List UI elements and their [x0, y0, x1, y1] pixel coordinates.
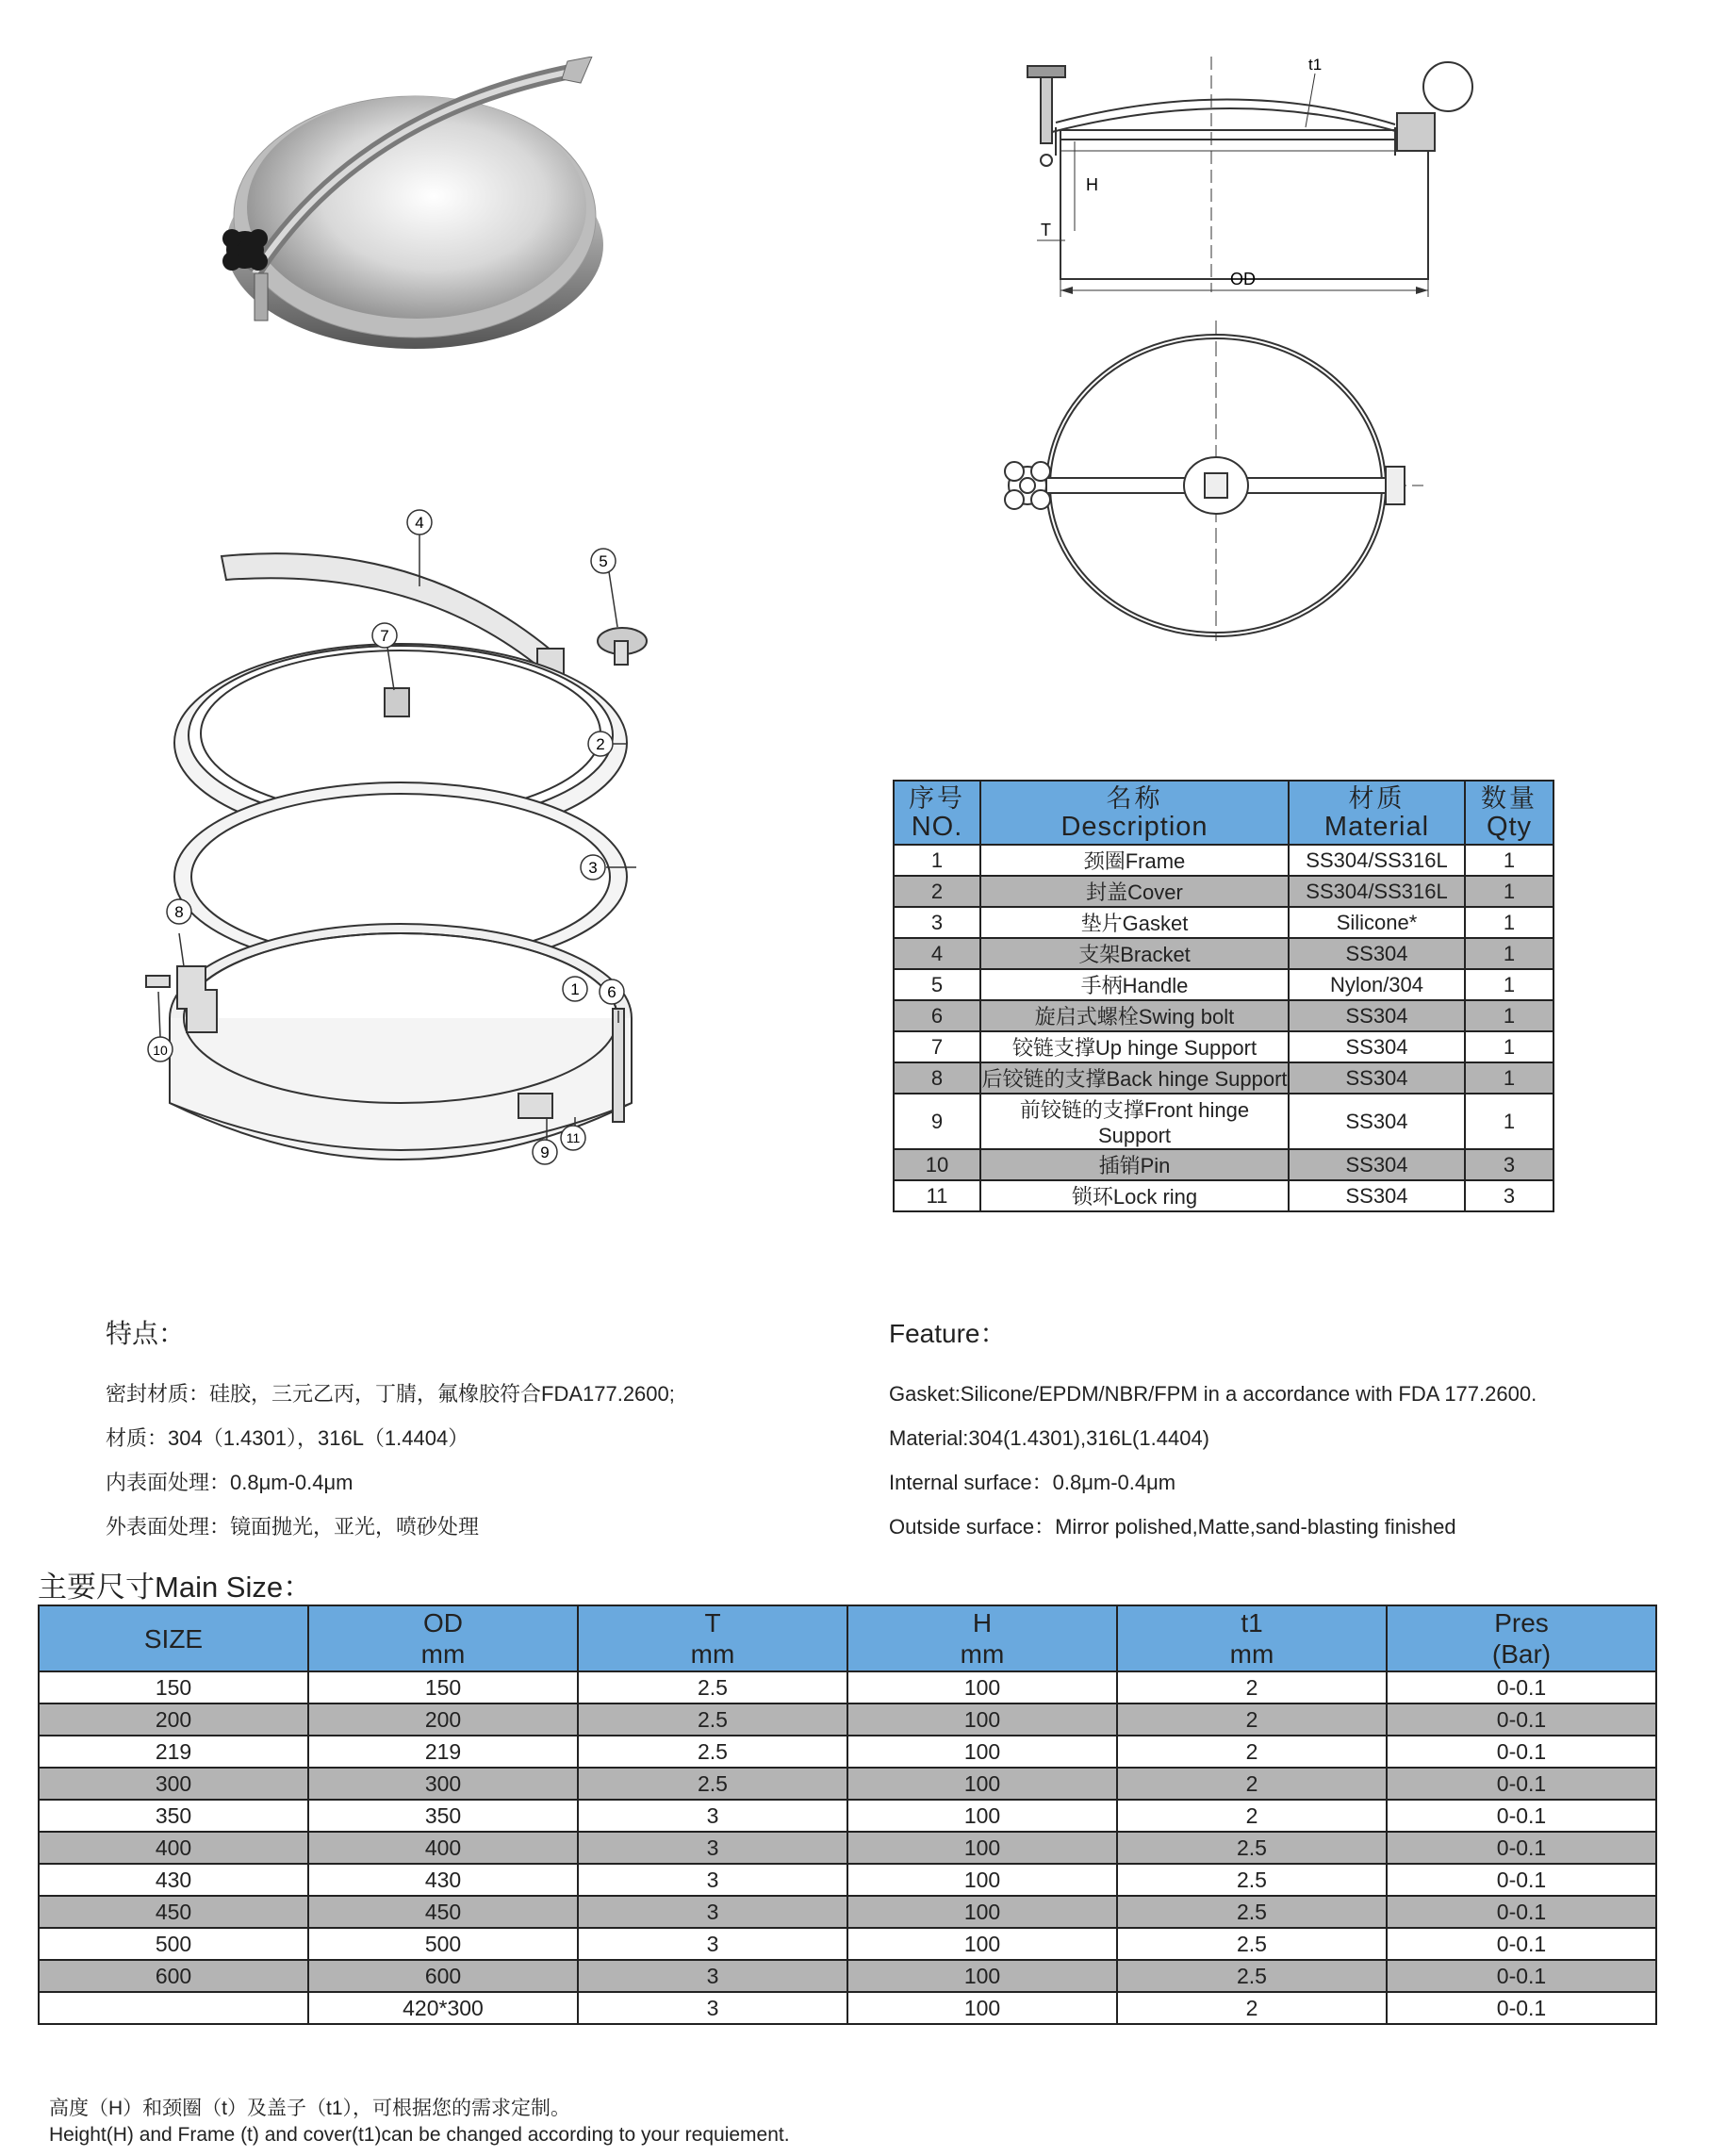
- table-cell: 2: [1117, 1736, 1387, 1768]
- features-cn-line: 密封材质：硅胶，三元乙丙，丁腈，氟橡胶符合FDA177.2600;: [106, 1382, 675, 1406]
- table-cell: 2: [1117, 1768, 1387, 1800]
- table-cell: 430: [39, 1864, 308, 1896]
- plan-view-drawing: [990, 321, 1442, 641]
- table-row: [39, 1992, 1656, 2024]
- header-od: OD mm: [308, 1605, 578, 1671]
- table-cell: SS304: [1289, 1094, 1465, 1149]
- table-cell: 100: [847, 1864, 1117, 1896]
- table-cell: 6: [894, 1000, 980, 1031]
- features-en-heading: Feature：: [889, 1319, 1007, 1348]
- svg-text:4: 4: [415, 514, 424, 532]
- callout-5: [591, 549, 616, 573]
- table-cell: 1: [1465, 876, 1553, 907]
- table-cell: 4: [894, 938, 980, 969]
- table-cell: 2.5: [1117, 1960, 1387, 1992]
- callout-1: [563, 977, 587, 1001]
- table-cell: 7: [894, 1031, 980, 1062]
- table-cell: 219: [308, 1736, 578, 1768]
- table-cell: 2.5: [578, 1768, 847, 1800]
- svg-text:7: 7: [380, 627, 389, 645]
- table-cell: 3: [578, 1832, 847, 1864]
- table-cell: 2.5: [1117, 1928, 1387, 1960]
- features-en: [889, 1313, 1537, 1549]
- table-cell: 5: [894, 969, 980, 1000]
- table-cell: 0-0.1: [1387, 1896, 1656, 1928]
- table-cell: 100: [847, 1736, 1117, 1768]
- table-cell: 0-0.1: [1387, 1768, 1656, 1800]
- table-row: [894, 1094, 1553, 1149]
- svg-text:9: 9: [540, 1144, 550, 1161]
- table-cell: 2: [894, 876, 980, 907]
- table-cell: 100: [847, 1992, 1117, 2024]
- table-cell: 1: [1465, 845, 1553, 876]
- table-cell: 2.5: [578, 1671, 847, 1703]
- features-en-line: Internal surface：0.8μm-0.4μm: [889, 1471, 1176, 1494]
- table-cell: 100: [847, 1960, 1117, 1992]
- size-table-title: 主要尺寸Main Size：: [38, 1571, 313, 1604]
- table-cell: [39, 1992, 308, 2024]
- table-cell: 0-0.1: [1387, 1992, 1656, 2024]
- table-cell: 9: [894, 1094, 980, 1149]
- table-cell: 500: [308, 1928, 578, 1960]
- table-cell: 0-0.1: [1387, 1928, 1656, 1960]
- label-t: T: [1041, 221, 1051, 239]
- callout-11: [561, 1126, 585, 1150]
- table-cell: 1: [1465, 1031, 1553, 1062]
- table-cell: 100: [847, 1832, 1117, 1864]
- table-cell: 锁环Lock ring: [980, 1180, 1289, 1211]
- table-cell: 100: [847, 1768, 1117, 1800]
- table-row: [39, 1736, 1656, 1768]
- table-cell: 封盖Cover: [980, 876, 1289, 907]
- table-row: [894, 907, 1553, 938]
- table-cell: 2: [1117, 1703, 1387, 1736]
- table-row: [894, 1149, 1553, 1180]
- table-cell: 350: [39, 1800, 308, 1832]
- table-cell: 3: [1465, 1149, 1553, 1180]
- table-cell: 219: [39, 1736, 308, 1768]
- table-cell: 100: [847, 1896, 1117, 1928]
- table-cell: 插销Pin: [980, 1149, 1289, 1180]
- table-cell: 8: [894, 1062, 980, 1094]
- table-cell: 铰链支撑Up hinge Support: [980, 1031, 1289, 1062]
- callout-8: [167, 899, 191, 924]
- table-cell: 2: [1117, 1671, 1387, 1703]
- table-cell: SS304/SS316L: [1289, 876, 1465, 907]
- header-t: T mm: [578, 1605, 847, 1671]
- table-cell: 2.5: [578, 1736, 847, 1768]
- table-cell: 1: [1465, 1000, 1553, 1031]
- callout-7: [372, 623, 397, 648]
- parts-header-row: [894, 781, 1553, 845]
- table-row: [39, 1703, 1656, 1736]
- table-cell: 11: [894, 1180, 980, 1211]
- features-cn-heading: 特点：: [106, 1319, 186, 1348]
- table-row: [39, 1832, 1656, 1864]
- table-row: [39, 1896, 1656, 1928]
- table-cell: 2: [1117, 1992, 1387, 2024]
- table-cell: 颈圈Frame: [980, 845, 1289, 876]
- table-cell: 450: [39, 1896, 308, 1928]
- table-row: [894, 845, 1553, 876]
- table-cell: 3: [578, 1992, 847, 2024]
- table-cell: 0-0.1: [1387, 1703, 1656, 1736]
- table-cell: SS304: [1289, 1149, 1465, 1180]
- table-cell: 3: [578, 1928, 847, 1960]
- callout-2: [588, 732, 613, 756]
- table-cell: 3: [578, 1960, 847, 1992]
- table-cell: 500: [39, 1928, 308, 1960]
- header-h: H mm: [847, 1605, 1117, 1671]
- table-cell: 前铰链的支撑Front hinge Support: [980, 1094, 1289, 1149]
- header-qty: 数量 Qty: [1465, 781, 1553, 845]
- table-cell: 450: [308, 1896, 578, 1928]
- parts-table: [893, 780, 1554, 1212]
- table-row: [39, 1864, 1656, 1896]
- table-cell: 1: [1465, 938, 1553, 969]
- table-row: [894, 1000, 1553, 1031]
- table-cell: 3: [578, 1896, 847, 1928]
- callout-4: [407, 510, 432, 535]
- size-table: [38, 1605, 1657, 2025]
- table-cell: 430: [308, 1864, 578, 1896]
- svg-text:11: 11: [566, 1130, 581, 1145]
- table-row: [894, 969, 1553, 1000]
- table-cell: 100: [847, 1928, 1117, 1960]
- table-row: [894, 1031, 1553, 1062]
- table-cell: 支架Bracket: [980, 938, 1289, 969]
- size-header-row: [39, 1605, 1656, 1671]
- callout-6: [600, 979, 624, 1004]
- table-cell: 手柄Handle: [980, 969, 1289, 1000]
- header-description: 名称 Description: [980, 781, 1289, 845]
- table-cell: 150: [308, 1671, 578, 1703]
- table-cell: 600: [308, 1960, 578, 1992]
- table-cell: 0-0.1: [1387, 1736, 1656, 1768]
- table-cell: 1: [1465, 1062, 1553, 1094]
- table-cell: 100: [847, 1800, 1117, 1832]
- svg-text:6: 6: [607, 983, 616, 1001]
- features-en-line: Outside surface：Mirror polished,Matte,sand-blasting finished: [889, 1515, 1456, 1539]
- table-row: [39, 1800, 1656, 1832]
- table-cell: 2.5: [1117, 1864, 1387, 1896]
- table-cell: 150: [39, 1671, 308, 1703]
- table-row: [894, 1180, 1553, 1211]
- svg-text:3: 3: [588, 859, 598, 877]
- side-elevation-drawing: [999, 38, 1489, 302]
- table-cell: 旋启式螺栓Swing bolt: [980, 1000, 1289, 1031]
- table-cell: Nylon/304: [1289, 969, 1465, 1000]
- features-cn-line: 内表面处理：0.8μm-0.4μm: [106, 1471, 353, 1494]
- table-cell: 2.5: [1117, 1832, 1387, 1864]
- label-h: H: [1086, 175, 1098, 194]
- table-cell: 420*300: [308, 1992, 578, 2024]
- note-cn: 高度（H）和颈圈（t）及盖子（t1），可根据您的需求定制。: [49, 2098, 571, 2119]
- table-cell: 1: [1465, 1094, 1553, 1149]
- table-cell: 0-0.1: [1387, 1800, 1656, 1832]
- table-row: [894, 938, 1553, 969]
- header-pres: Pres (Bar): [1387, 1605, 1656, 1671]
- label-t1: t1: [1308, 56, 1323, 74]
- table-cell: 0-0.1: [1387, 1864, 1656, 1896]
- table-cell: 300: [39, 1768, 308, 1800]
- table-cell: 2: [1117, 1800, 1387, 1832]
- table-cell: 400: [39, 1832, 308, 1864]
- note-en: Height(H) and Frame (t) and cover(t1)can be changed according to your requiement.: [49, 2124, 790, 2146]
- table-cell: 垫片Gasket: [980, 907, 1289, 938]
- table-cell: SS304: [1289, 1000, 1465, 1031]
- table-cell: 100: [847, 1703, 1117, 1736]
- header-no: 序号 NO.: [894, 781, 980, 845]
- features-cn-line: 材质：304（1.4301），316L（1.4404）: [106, 1426, 469, 1450]
- table-cell: 3: [578, 1864, 847, 1896]
- features-cn-line: 外表面处理：镜面抛光，亚光，喷砂处理: [106, 1515, 480, 1539]
- table-cell: 3: [1465, 1180, 1553, 1211]
- header-t1: t1 mm: [1117, 1605, 1387, 1671]
- table-cell: SS304: [1289, 1031, 1465, 1062]
- table-cell: 200: [39, 1703, 308, 1736]
- svg-text:5: 5: [599, 552, 608, 570]
- table-row: [894, 1062, 1553, 1094]
- table-cell: 3: [894, 907, 980, 938]
- table-row: [39, 1768, 1656, 1800]
- header-material: 材质 Material: [1289, 781, 1465, 845]
- features-en-line: Gasket:Silicone/EPDM/NBR/FPM in a accordance with FDA 177.2600.: [889, 1382, 1537, 1406]
- table-cell: Silicone*: [1289, 907, 1465, 938]
- table-cell: 1: [1465, 907, 1553, 938]
- exploded-view: [132, 500, 660, 1197]
- table-cell: 1: [1465, 969, 1553, 1000]
- table-cell: SS304: [1289, 1180, 1465, 1211]
- table-cell: 400: [308, 1832, 578, 1864]
- svg-text:1: 1: [570, 980, 580, 998]
- table-row: [39, 1928, 1656, 1960]
- features-cn: [106, 1313, 675, 1549]
- table-cell: 后铰链的支撑Back hinge Support: [980, 1062, 1289, 1094]
- table-cell: 100: [847, 1671, 1117, 1703]
- table-cell: 0-0.1: [1387, 1671, 1656, 1703]
- table-cell: 2.5: [578, 1703, 847, 1736]
- table-row: [894, 876, 1553, 907]
- table-cell: 350: [308, 1800, 578, 1832]
- table-cell: 0-0.1: [1387, 1960, 1656, 1992]
- table-cell: 2.5: [1117, 1896, 1387, 1928]
- features-en-line: Material:304(1.4301),316L(1.4404): [889, 1426, 1210, 1450]
- header-size: SIZE: [39, 1605, 308, 1671]
- table-cell: 0-0.1: [1387, 1832, 1656, 1864]
- table-cell: 10: [894, 1149, 980, 1180]
- svg-text:10: 10: [153, 1043, 168, 1058]
- callout-9: [533, 1140, 557, 1164]
- table-cell: 600: [39, 1960, 308, 1992]
- manway-photo: [217, 57, 613, 368]
- svg-text:2: 2: [596, 735, 605, 753]
- table-cell: 300: [308, 1768, 578, 1800]
- table-cell: 3: [578, 1800, 847, 1832]
- table-row: [39, 1960, 1656, 1992]
- table-cell: SS304: [1289, 1062, 1465, 1094]
- table-row: [39, 1671, 1656, 1703]
- table-cell: 1: [894, 845, 980, 876]
- table-cell: SS304/SS316L: [1289, 845, 1465, 876]
- svg-text:8: 8: [174, 903, 184, 921]
- table-cell: 200: [308, 1703, 578, 1736]
- callout-10: [148, 1037, 173, 1062]
- label-od: OD: [1230, 270, 1256, 288]
- callout-3: [581, 855, 605, 880]
- table-cell: SS304: [1289, 938, 1465, 969]
